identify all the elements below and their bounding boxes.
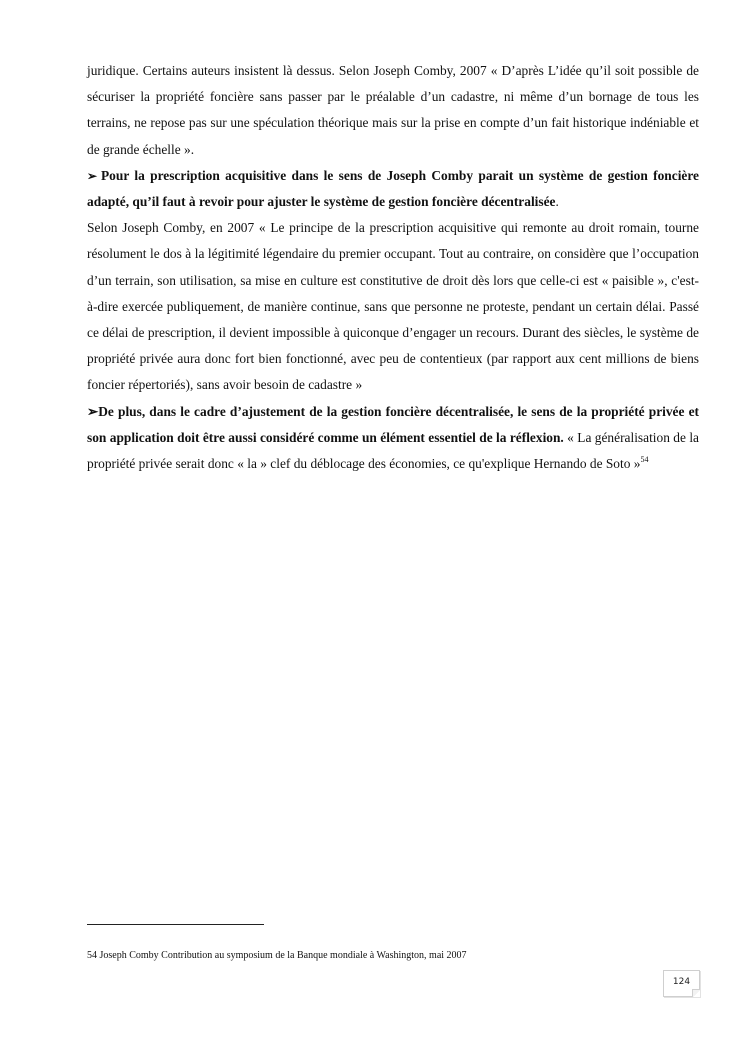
- footnote: 54 Joseph Comby Contribution au symposium de la Banque mondiale à Washington, mai 2007: [87, 950, 467, 961]
- bullet-paragraph-2: [87, 399, 699, 478]
- page-curl-icon: [692, 989, 700, 997]
- bullet-2-quote: « La généralisation de la propriété privée serait donc « la » clef du déblocage des économies, ce qu'explique Hernando de Soto »: [87, 429, 699, 472]
- footnote-separator: [87, 924, 264, 925]
- bullet-1-end: .: [555, 194, 559, 210]
- page-number: 124: [672, 977, 691, 987]
- page-number-box: [663, 970, 700, 997]
- arrow-bullet-icon: ➢: [87, 403, 99, 419]
- footnote-reference[interactable]: 54: [640, 455, 649, 465]
- arrow-bullet-icon: ➢: [87, 168, 98, 183]
- body-text: [87, 58, 699, 477]
- bullet-1-text: Pour la prescription acquisitive dans le sens de Joseph Comby parait un système de gestion foncière adapté, qu’il faut à revoir pour ajuster le système de gestion foncière décentralisée: [87, 167, 699, 210]
- bullet-2-bold-text: De plus, dans le cadre d’ajustement de la gestion foncière décentralisée, le sens de la propriété privée et son application doit être aussi considéré comme un élément essentiel de la réflexion.: [87, 403, 699, 445]
- paragraph-1: juridique. Certains auteurs insistent là dessus. Selon Joseph Comby, 2007 « D’après L’idée qu’il soit possible de sécuriser la propriété foncière sans passer par le préalable d’un cadastre, ni même d’un bornage de tous les terrains, ne repose pas sur une spéculation théorique mais sur la prise en compte d’un fait historique indéniable et de grande échelle ».: [87, 63, 699, 157]
- bullet-paragraph-1: [87, 163, 699, 215]
- paragraph-2: Selon Joseph Comby, en 2007 « Le principe de la prescription acquisitive qui remonte au droit romain, tourne résolument le dos à la légitimité légendaire du premier occupant. Tout au contraire, on considère que l’occupation d’un terrain, son utilisation, sa mise en culture est constitutive de droit dès lors que celle-ci est « paisible », c'est-à-dire exercée publiquement, de manière continue, sans que personne ne proteste, pendant un certain délai. Passé ce délai de prescription, il devient impossible à quiconque d’engager un recours. Durant des siècles, le système de propriété privée aura donc fort bien fonctionné, avec peu de contentieux (par rapport aux cent millions de biens foncier répertoriés), sans avoir besoin de cadastre »: [87, 220, 699, 393]
